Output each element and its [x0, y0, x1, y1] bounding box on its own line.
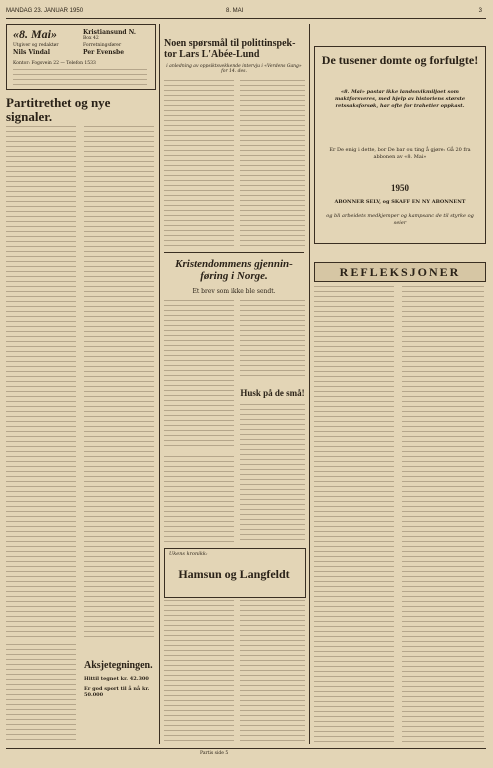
- promo-tagline: og bli arbeidets medkjemper og kampsanc de til styrke og seier: [326, 213, 474, 226]
- promo-cta: Er De enig i dette, bor De bar ou ting å gjøre: Gå 20 fra abbonen av «8. Mai»: [329, 147, 471, 160]
- promo-year: 1950: [391, 183, 409, 193]
- refleksjoner-title: REFLEKSJONER: [339, 265, 461, 279]
- masthead-subtitle: Utgiver og redaktør: [13, 43, 59, 48]
- page-header: [6, 6, 486, 19]
- hamsun-label: Ukens kronikk:: [169, 551, 208, 557]
- article-kristendommen-title: Kristendommens gjenninføring i Norge.: [175, 258, 293, 282]
- refleksjoner-banner: [314, 262, 486, 282]
- masthead-editor: Nils Vindal: [13, 49, 51, 56]
- promo-title: De tusener domte og forfulgte!: [321, 53, 479, 67]
- promo-body: «8. Mai» pastar ikke landssvikmiljoet som maktforsveres, med hjelp av historiens største retssaksforsøk, har ofte for trahetier oppkast.: [334, 89, 466, 109]
- article-husk-title: Husk på de små!: [240, 388, 305, 398]
- page-footer: Partis side 5: [200, 751, 229, 756]
- article-aksjetegningen-subtitle: Hittil tegnet kr. 42.300: [84, 676, 149, 682]
- article-sporsmal-subtitle: i anledning av oppsiktsvekkende intervju i «Verdens Gang» for 14. des.: [166, 64, 302, 74]
- masthead-box-number: Box 42: [83, 36, 99, 41]
- masthead-box: [6, 24, 156, 90]
- article-partitrethet-col2: [84, 126, 154, 638]
- header-paper-name: 8. MAI: [226, 8, 244, 14]
- hamsun-box: [164, 548, 306, 598]
- article-aksjetegningen-note: Er god sport til å nå kr. 50.000: [84, 686, 150, 698]
- article-sporsmal-title: Noen spørsmål til polittinspektor Lars L'Abée-Lund: [164, 38, 296, 60]
- hamsun-title: Hamsun og Langfeldt: [178, 567, 290, 581]
- article-partitrethet-col1: [6, 126, 76, 638]
- article-aksjetegningen-title: Aksjetegningen.: [84, 660, 153, 671]
- masthead-title: «8. Mai»: [13, 27, 58, 41]
- header-date: MANDAG 23. JANUAR 1950: [6, 8, 84, 14]
- masthead-contact: Kontor: Fogsvein 22 — Telefon 1533: [13, 61, 96, 66]
- header-page-number: 3: [478, 8, 482, 14]
- masthead-manager-label: Forretningsfører: [83, 43, 122, 48]
- masthead-office: Kristiansund N.: [83, 29, 136, 36]
- article-partitrethet-title: Partitrethet og nye signaler.: [6, 95, 111, 124]
- masthead-manager: Per Evensbe: [83, 49, 125, 56]
- promo-box: [314, 46, 486, 244]
- article-kristendommen-subtitle: Et brev som ikke ble sendt.: [192, 288, 276, 295]
- promo-footer: ABONNER SELV, og SKAFF EN NY ABONNENT: [334, 199, 466, 205]
